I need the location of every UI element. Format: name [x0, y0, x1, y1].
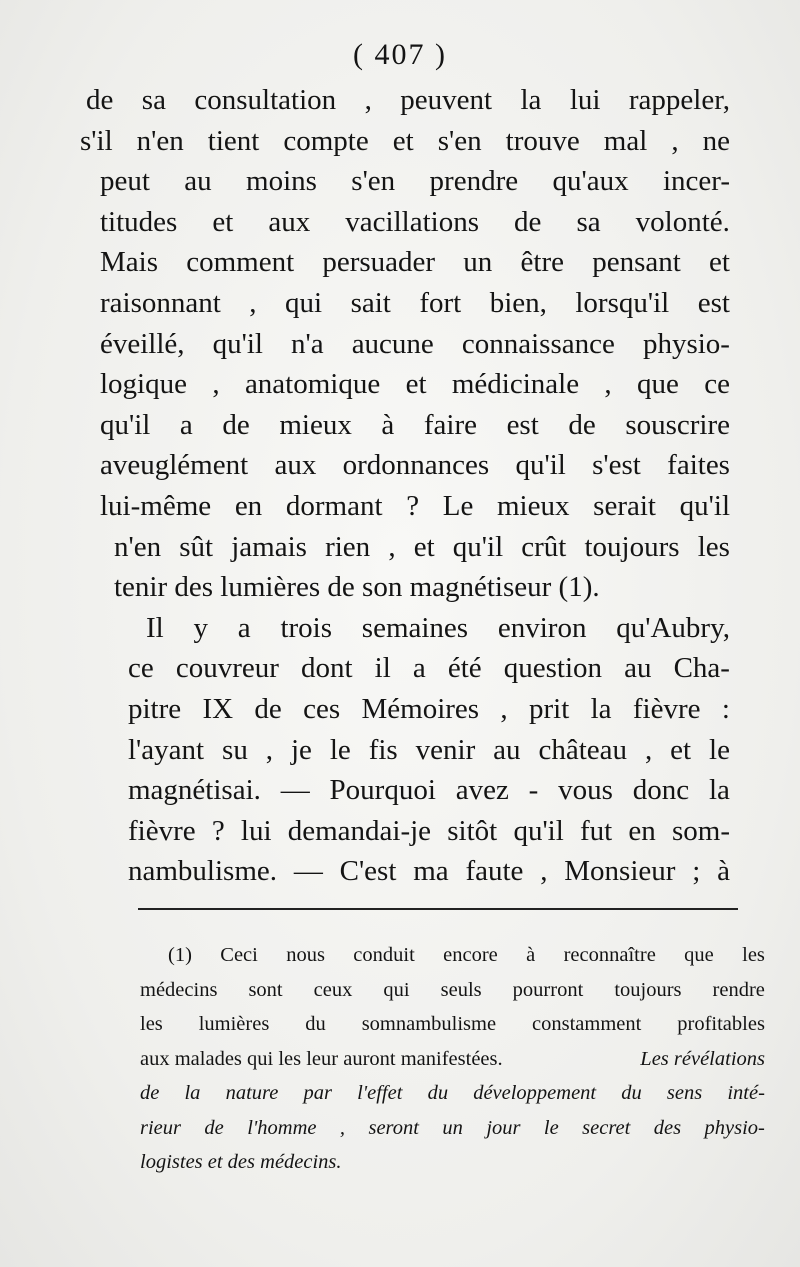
text-line: lui-même en dormant ? Le mieux serait qu'il — [100, 489, 730, 522]
footnote — [140, 938, 765, 1180]
footnote-rule — [138, 908, 738, 910]
text-line: de sa consultation , peuvent la lui rappeler, — [86, 84, 730, 116]
main-text — [80, 80, 730, 892]
text-line: Mais comment persuader un être pensant et — [100, 246, 730, 279]
text-line: éveillé, qu'il n'a aucune connaissance physio- — [100, 327, 730, 360]
text-line: n'en sût jamais rien , et qu'il crût toujours les — [114, 530, 730, 563]
footnote-line: les lumières du somnambulisme constamment profitables — [140, 1013, 765, 1035]
footnote-line: logistes et des médecins. — [140, 1151, 342, 1173]
footnote-line: rieur de l'homme , seront un jour le secret des physio- — [140, 1116, 765, 1139]
footnote-line — [140, 1042, 765, 1077]
text-line: titudes et aux vacillations de sa volonté. — [100, 205, 730, 238]
footnote-line: (1) Ceci nous conduit encore à reconnaître que les — [168, 944, 765, 966]
text-line: l'ayant su , je le fis venir au château , et le — [128, 733, 730, 766]
text-line: peut au moins s'en prendre qu'aux incer- — [100, 165, 730, 198]
paragraph-start-line: Il y a trois semaines environ qu'Aubry, — [146, 611, 730, 644]
text-line: logique , anatomique et médicinale , que ce — [100, 368, 730, 401]
text-line: nambulisme. — C'est ma faute , Monsieur ; à — [128, 855, 730, 888]
text-line: raisonnant , qui sait fort bien, lorsqu'il est — [100, 286, 730, 319]
footnote-line: médecins sont ceux qui seuls pourront toujours rendre — [140, 978, 765, 1001]
text-line: qu'il a de mieux à faire est de souscrire — [100, 408, 730, 441]
page-number: ( 407 ) — [353, 38, 447, 71]
footnote-line-roman: aux malades qui les leur auront manifestées. — [140, 1047, 503, 1070]
text-line: pitre IX de ces Mémoires , prit la fièvre : — [128, 692, 730, 725]
footnote-line: de la nature par l'effet du développement du sens inté- — [140, 1082, 765, 1104]
text-line: aveuglément aux ordonnances qu'il s'est faites — [100, 449, 730, 482]
footnote-line-italic: Les révélations — [640, 1047, 765, 1070]
text-line: s'il n'en tient compte et s'en trouve mal , ne — [80, 124, 730, 157]
text-line: ce couvreur dont il a été question au Cha- — [128, 652, 730, 685]
text-line: fièvre ? lui demandai-je sitôt qu'il fut en som- — [128, 814, 730, 847]
text-line: tenir des lumières de son magnétiseur (1). — [114, 571, 600, 604]
text-line: magnétisai. — Pourquoi avez - vous donc la — [128, 774, 730, 807]
